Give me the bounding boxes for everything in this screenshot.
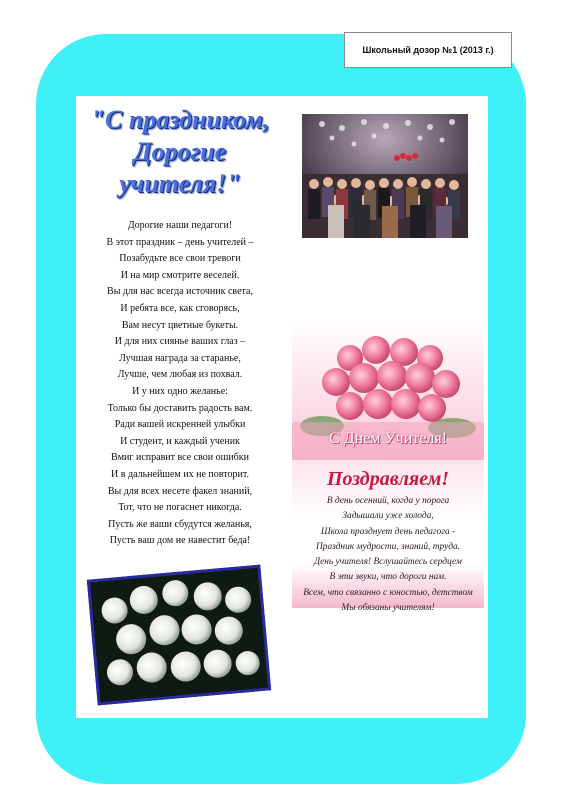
poem-line: И у них одно желанье: xyxy=(132,385,228,397)
white-roses-icon xyxy=(90,568,268,702)
card-title: Поздравляем! xyxy=(326,468,450,490)
card-verse-line: В эти звуки, что дороги нам. xyxy=(329,572,447,583)
poem xyxy=(82,218,278,550)
newsletter-header-text: Школьный дозор №1 (2013 г.) xyxy=(362,45,494,55)
white-roses-photo xyxy=(87,565,271,706)
greeting-title xyxy=(82,104,278,200)
card-verse-line: Школа празднует день педагога - xyxy=(320,526,456,537)
poem-line: Пусть ваш дом не навестит беда! xyxy=(109,535,251,547)
poem-line: Ради вашей искренней улыбки xyxy=(114,419,246,431)
poem-line: Дорогие наши педагоги! xyxy=(127,220,233,231)
card-verse-line: День учителя! Вслушайтесь сердцем xyxy=(314,557,462,568)
card-verse xyxy=(298,494,478,616)
card-verse-line: В день осенний, когда у порога xyxy=(326,496,450,506)
poem-line: Позабудьте все свои тревоги xyxy=(119,253,241,265)
poem-line: Вмиг исправит все свои ошибки xyxy=(111,452,249,464)
poem-line: И для них сиянье ваших глаз – xyxy=(114,336,246,348)
pink-roses-greeting-card xyxy=(292,318,484,614)
poem-line: И ребята все, как сговорясь, xyxy=(120,302,240,314)
poem-line: И на мир смотрите веселей. xyxy=(120,269,240,281)
poem-line: Пусть же ваши сбудутся желанья, xyxy=(108,518,252,530)
title-line-1: "С праздником, xyxy=(90,105,270,134)
title-line-3: учителя!" xyxy=(119,169,241,198)
newsletter-header-box xyxy=(344,32,512,68)
card-verse-line: Мы обязаны учителям! xyxy=(341,603,435,614)
card-verse-line: Праздник мудрости, знаний, труда. xyxy=(316,541,460,552)
poem-line: Вы для нас всегда источник света, xyxy=(107,286,253,298)
poem-line: Вы для всех несете факел знаний, xyxy=(107,485,253,497)
poem-line: Вам несут цветные букеты. xyxy=(121,319,239,331)
card-verse-line: Задышали уже холода, xyxy=(342,511,434,522)
poem-line: Лучшая награда за старанье, xyxy=(119,352,241,364)
poem-line: И в дальнейшем их не повторит. xyxy=(111,468,249,480)
poem-line: Только бы доставить радость вам. xyxy=(107,402,253,414)
poem-line: Лучше, чем любая из похвал. xyxy=(117,369,243,381)
card-caption: С Днем Учителя! xyxy=(328,430,448,447)
poem-line: И студент, и каждый ученик xyxy=(120,435,240,447)
poem-line: Тот, что не погаснет никогда. xyxy=(118,502,242,514)
title-line-2: Дорогие xyxy=(133,137,227,166)
group-photo-illustration xyxy=(302,114,468,238)
poem-line: В этот праздник – день учителей – xyxy=(106,236,254,248)
teachers-group-photo xyxy=(302,114,468,238)
card-verse-line: Всем, что связанно с юностью, детством xyxy=(303,587,473,598)
